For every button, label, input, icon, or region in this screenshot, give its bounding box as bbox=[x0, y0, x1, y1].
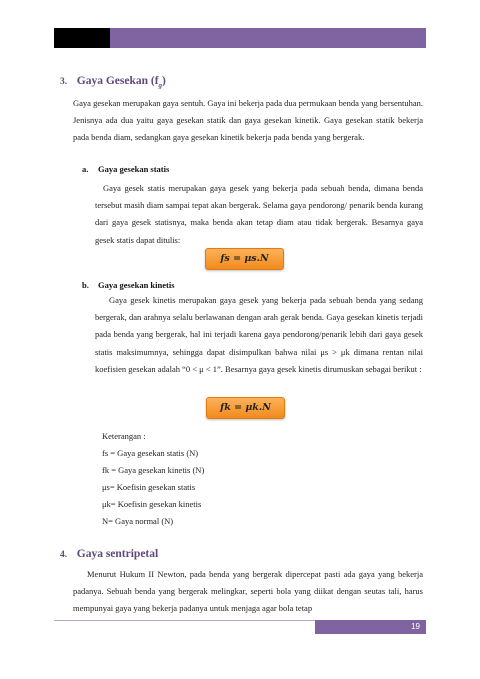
section-3-title: Gaya Gesekan $(f_g)$ bbox=[76, 75, 166, 90]
header-bar-purple bbox=[110, 28, 426, 48]
section-4-body: Menurut Hukum II Newton, pada benda yang bergerak dipercepat pasti ada gaya yang bekerja padanya. Sebuah benda yang bergerak melingkar, seperti bola yang diikat dengan seutas tali, harus mempunyai gaya yang bekerja padanya untuk menjaga agar bola tetap bbox=[73, 569, 423, 614]
page-number: 19 bbox=[411, 622, 420, 631]
page-number-box bbox=[315, 620, 426, 634]
keterangan-title: Keterangan : bbox=[102, 431, 146, 441]
kinetis-formula: fk = μk.N bbox=[206, 397, 285, 419]
keterangan-item: fs = Gaya gesekan statis (N) bbox=[102, 448, 199, 458]
header-bar-black bbox=[54, 28, 110, 48]
section-4-heading bbox=[60, 548, 158, 560]
keterangan-item: μs= Koefisin gesekan statis bbox=[102, 482, 196, 492]
keterangan-item: N= Gaya normal (N) bbox=[102, 516, 174, 526]
section-4-number: 4. bbox=[60, 550, 68, 560]
kinetis-heading: b. Gaya gesekan kinetis bbox=[82, 280, 175, 290]
statis-formula: fs = μs.N bbox=[205, 248, 284, 270]
kinetis-body: Gaya gesek kinetis merupakan gaya gesek yang bekerja pada sebuah benda yang sedang bergerak, dan arahnya selalu berlawanan dengan arah gerak benda. Gaya gesekan kinetis terjadi pada benda yang bergerak, hal ini terjadi karena gaya pendorong/penarik lebih dari gaya gesek statis maksimumnya, sehingga dapat disimpulkan bahwa nilai μs > μk dimana rentan nilai koefisien gesekan adalah “0 < μ < 1”. Besarnya gaya gesek kinetis dirumuskan sebagai berikut : bbox=[95, 295, 423, 374]
statis-body: Gaya gesek statis merupakan gaya gesek yang bekerja pada sebuah benda, dimana benda tersebut masih diam sampai tepat akan bergerak. Selama gaya pendorong/ penarik benda kurang dari gaya gesek statisnya, maka benda akan tetap diam atau tidak bergerak. Besarnya gaya gesek statis dapat ditulis: bbox=[95, 183, 423, 245]
keterangan-list bbox=[102, 428, 204, 530]
keterangan-item: μk= Koefisin gesekan kinetis bbox=[102, 499, 202, 509]
statis-heading: a. Gaya gesekan statis bbox=[82, 164, 170, 174]
section-3-number: 3. bbox=[60, 77, 68, 87]
section-3-heading bbox=[60, 75, 166, 89]
keterangan-item: fk = Gaya gesekan kinetis (N) bbox=[102, 465, 205, 475]
section-3-intro: Gaya gesekan merupakan gaya sentuh. Gaya ini bekerja pada dua permukaan benda yang bersentuhan. Jenisnya ada dua yaitu gaya gesekan statik dan gaya gesekan kinetik. Gaya gesekan statik bekerja pada benda diam, sedangkan gaya gesekan kinetik bekerja pada benda yang bergerak. bbox=[73, 98, 423, 143]
section-4-title: Gaya sentripetal bbox=[76, 548, 159, 560]
